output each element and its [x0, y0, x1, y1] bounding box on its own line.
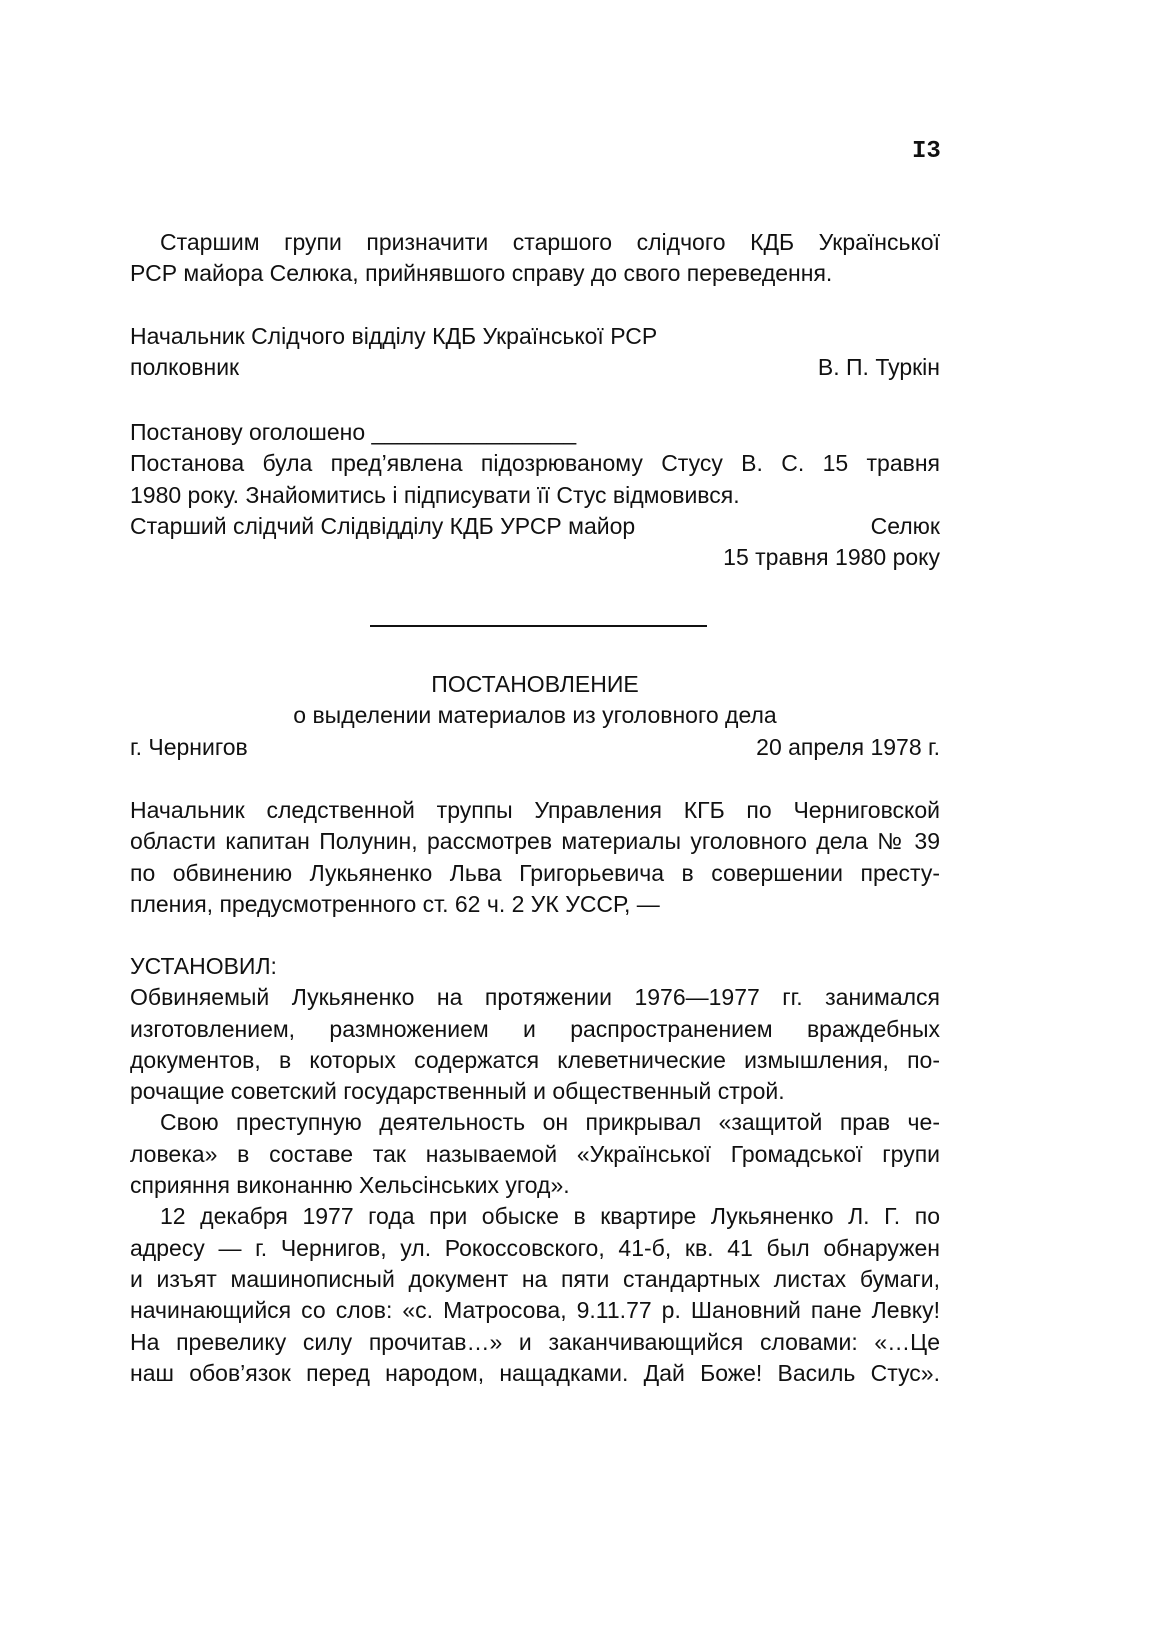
page-number: I3 [912, 138, 941, 165]
text-line: пления, предусмотренного ст. 62 ч. 2 УК УССР, — [130, 890, 660, 917]
signature-date: 15 травня 1980 року [723, 544, 940, 571]
text-line: Обвиняемый Лукьяненко на протяжении 1976—1977 гг. занимался [130, 984, 940, 1011]
signature-block-1 [130, 321, 940, 384]
text-line: адресу — г. Чернигов, ул. Рокоссовского, 41-б, кв. 41 был обнаружен [130, 1234, 940, 1261]
text-line: и изъят машинописный документ на пяти стандартных листах бумаги, [130, 1265, 940, 1292]
text-line: начинающийся со слов: «с. Матросова, 9.11.77 р. Шановний пане Левку! [130, 1297, 940, 1324]
text-line: На превелику силу прочитав…» и заканчивающийся словами: «…Це [130, 1328, 940, 1355]
text-line: Постанова була пред’явлена підозрюваному Стусу В. С. 15 травня [130, 450, 940, 477]
signer-title: Старший слідчий Слідвідділу КДБ УРСР майор [130, 512, 636, 539]
text-line: ловека» в составе так называемой «Української Громадської групи [130, 1140, 940, 1167]
text-line: 12 декабря 1977 года при обыске в квартире Лукьяненко Л. Г. по [160, 1203, 940, 1230]
text-line: Старшим групи призначити старшого слідчого КДБ Української [160, 229, 940, 255]
announcement-block [130, 417, 940, 573]
document-subtitle: о выделении материалов из уголовного дела [293, 702, 777, 729]
text-line: по обвинению Лукьяненко Льва Григорьевича в совершении престу- [130, 859, 940, 886]
place: г. Чернигов [130, 733, 248, 760]
document-title: ПОСТАНОВЛЕНИЕ [431, 671, 639, 697]
section-heading: УСТАНОВИЛ: [130, 953, 277, 979]
signer-title: Начальник Слідчого відділу КДБ Української РСР [130, 323, 658, 349]
text-line: 1980 року. Знайомитись і підписувати її Стус відмовився. [130, 481, 740, 508]
findings-section [130, 951, 940, 1389]
text-line: документов, в которых содержатся клеветнические измышления, по- [130, 1046, 940, 1073]
text-line: изготовлением, размножением и распространением враждебных [130, 1015, 940, 1042]
signer-rank: полковник [130, 354, 240, 381]
section-divider [370, 625, 707, 627]
text-line: сприяння виконанню Хельсінських угод». [130, 1172, 570, 1199]
ukr-paragraph-1 [130, 227, 940, 290]
resolution-header [130, 669, 940, 763]
announced-line: Постанову оголошено ________________ [130, 419, 577, 445]
text-line: Свою преступную деятельность он прикрывал «защитой прав че- [160, 1109, 940, 1136]
text-line: рочащие советский государственный и общественный строй. [130, 1078, 785, 1105]
text-line: Начальник следственной труппы Управления КГБ по Черниговской [130, 797, 940, 823]
intro-paragraph [130, 795, 940, 920]
signer-name: Селюк [870, 512, 940, 539]
text-line: наш обов’язок перед народом, нащадками. Дай Боже! Василь Стус». [130, 1359, 940, 1386]
text-line: области капитан Полунин, рассмотрев материалы уголовного дела № 39 [130, 828, 940, 855]
signer-name: В. П. Туркін [817, 354, 940, 381]
text-line: РСР майора Селюка, прийнявшого справу до свого переведення. [130, 260, 833, 287]
date: 20 апреля 1978 г. [756, 733, 940, 760]
